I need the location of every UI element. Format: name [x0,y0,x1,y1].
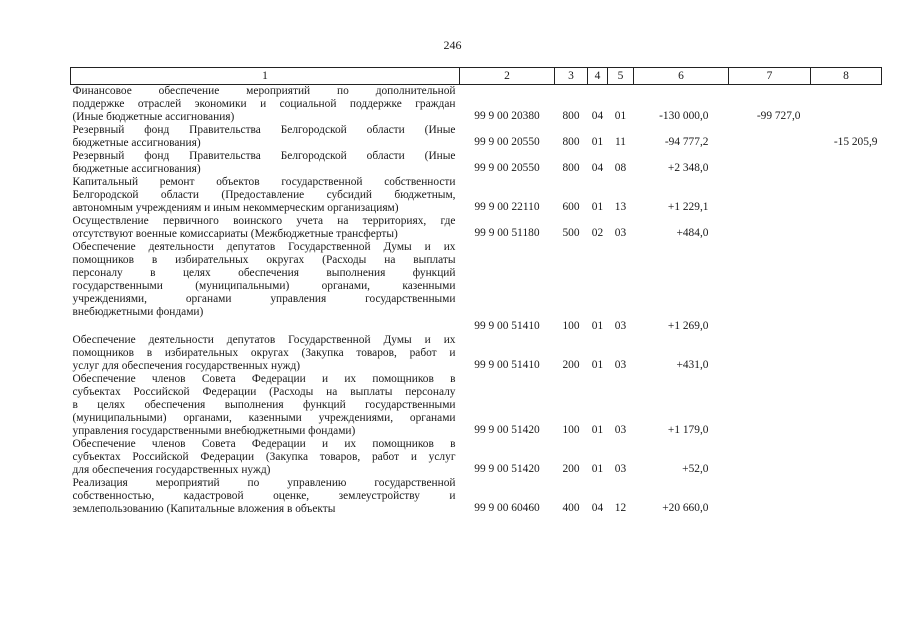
row-budget-code: 99 9 00 51180 [474,227,540,239]
header-row [71,68,882,85]
table-row [71,477,882,516]
row-description [71,176,460,215]
header-col-8: 8 [811,68,882,85]
description-line: для обеспечения государственных нужд) [72,464,271,476]
description-line: бюджетные ассигнования) [72,163,201,175]
header-col-2: 2 [460,68,555,85]
row-col-5: 03 [614,320,627,332]
row-budget-code: 99 9 00 20550 [474,136,540,148]
row-col-8-amount: -15 205,9 [833,136,878,148]
row-description [71,241,460,334]
row-col-8-amount [811,85,882,125]
description-line: Обеспечение членов Совета Федерации и их помощников в [72,438,456,450]
row-col-3: 200 [562,359,580,371]
row-description [71,85,460,125]
row-col-6-amount: +484,0 [676,227,709,239]
table-row [71,334,882,373]
row-col-7-amount [729,373,811,438]
row-col-7-amount [729,124,811,150]
row-col-3: 800 [562,162,580,174]
row-col-8-amount [811,241,882,334]
row-budget-code: 99 9 00 20550 [474,162,540,174]
row-col-5: 13 [614,201,627,213]
row-budget-code: 99 9 00 22110 [474,201,540,213]
row-description [71,438,460,477]
row-col-7-amount [729,477,811,516]
row-col-5: 11 [615,136,626,148]
row-col-8-amount [811,215,882,241]
description-line: собственностью, кадастровой оценке, землеустройству и [72,490,456,502]
row-col-8-amount [811,176,882,215]
row-col-6-amount: +20 660,0 [662,502,709,514]
table-row [71,176,882,215]
row-col-5: 03 [614,424,627,436]
row-col-3: 800 [562,110,580,122]
row-col-3: 100 [562,320,580,332]
row-col-6-amount: +1 269,0 [667,320,709,332]
row-col-7-amount [729,334,811,373]
row-col-7-amount [729,241,811,334]
row-col-7-amount [729,176,811,215]
row-col-4: 01 [591,359,604,371]
row-col-6-amount: +2 348,0 [667,162,709,174]
row-col-4: 02 [591,227,604,239]
description-line: поддержке отраслей экономики и социальной поддержке граждан [72,98,456,110]
table-body [71,85,882,517]
header-col-4: 4 [588,68,608,85]
header-col-1: 1 [71,68,460,85]
table-row [71,373,882,438]
row-budget-code: 99 9 00 51420 [474,463,540,475]
description-line: субъектах Российской Федерации (Расходы на выплаты персоналу [72,386,456,398]
description-line: персоналу в целях обеспечения выполнения функций [72,267,456,279]
row-col-3: 500 [562,227,580,239]
row-description [71,215,460,241]
row-col-4: 01 [591,424,604,436]
row-col-3: 600 [562,201,580,213]
row-col-4: 04 [591,502,604,514]
row-col-3: 400 [562,502,580,514]
row-col-4: 01 [591,463,604,475]
table-row [71,438,882,477]
table-row [71,85,882,125]
row-description [71,124,460,150]
table-row [71,241,882,334]
row-budget-code: 99 9 00 51420 [474,424,540,436]
row-col-3: 100 [562,424,580,436]
row-description [71,373,460,438]
row-col-8-amount [811,438,882,477]
description-line: Реализация мероприятий по управлению государственной [72,477,456,489]
table-row [71,150,882,176]
description-line: Обеспечение членов Совета Федерации и их помощников в [72,373,456,385]
page-number: 246 [443,38,462,52]
description-line: в целях обеспечения выполнения функций государственными [72,399,456,411]
row-col-5: 03 [614,227,627,239]
description-line: учреждениями, органами управления государственными [72,293,456,305]
row-col-5: 12 [614,502,627,514]
table-row [71,124,882,150]
row-col-3: 200 [562,463,580,475]
description-line: (муниципальными) органами, казенными учреждениями, органами [72,412,456,424]
description-line: бюджетные ассигнования) [72,137,201,149]
description-line: помощников в избирательных округах (Закупка товаров, работ и [72,347,456,359]
description-line: отсутствуют военные комиссариаты (Межбюджетные трансферты) [72,228,398,240]
description-line: Капитальный ремонт объектов государственной собственности [72,176,456,188]
row-col-5: 03 [614,463,627,475]
header-col-7: 7 [729,68,811,85]
row-description [71,334,460,373]
row-col-4: 01 [591,320,604,332]
row-budget-code: 99 9 00 60460 [474,502,540,514]
row-col-8-amount [811,373,882,438]
description-line: Резервный фонд Правительства Белгородской области (Иные [72,150,456,162]
description-line: Обеспечение деятельности депутатов Государственной Думы и их [72,241,456,253]
description-line: субъектах Российской Федерации (Закупка товаров, работ и услуг [72,451,456,463]
row-col-8-amount [811,477,882,516]
description-line: Белгородской области (Предоставление субсидий бюджетным, [72,189,456,201]
description-line: внебюджетными фондами) [72,306,204,318]
header-col-3: 3 [555,68,588,85]
header-col-6: 6 [634,68,729,85]
row-col-8-amount [811,334,882,373]
row-col-5: 08 [614,162,627,174]
row-budget-code: 99 9 00 51410 [474,359,540,371]
description-line: помощников в избирательных округах (Расходы на выплаты [72,254,456,266]
description-line: Финансовое обеспечение мероприятий по дополнительной [72,85,456,97]
row-budget-code: 99 9 00 20380 [474,110,540,122]
row-col-4: 04 [591,162,604,174]
description-line: государственными (муниципальными) органами, казенными [72,280,456,292]
row-col-3: 800 [562,136,580,148]
row-col-6-amount: +1 229,1 [667,201,709,213]
row-col-4: 04 [591,110,604,122]
description-line: (Иные бюджетные ассигнования) [72,111,235,123]
description-line: Осуществление первичного воинского учета на территориях, где [72,215,456,227]
row-col-7-amount [729,438,811,477]
description-line: Резервный фонд Правительства Белгородской области (Иные [72,124,456,136]
row-col-6-amount: -94 777,2 [664,136,709,148]
row-budget-code: 99 9 00 51410 [474,320,540,332]
description-line: услуг для обеспечения государственных нужд) [72,360,301,372]
row-col-7-amount [729,150,811,176]
row-col-6-amount: +1 179,0 [667,424,709,436]
row-col-5: 03 [614,359,627,371]
row-col-6-amount: +52,0 [682,463,709,475]
description-line: автономным учреждениям и иным некоммерческим организациям) [72,202,399,214]
row-col-4: 01 [591,136,604,148]
budget-table [70,67,882,516]
row-col-8-amount [811,150,882,176]
description-line: Обеспечение деятельности депутатов Государственной Думы и их [72,334,456,346]
row-col-7-amount: -99 727,0 [756,110,801,122]
row-col-6-amount: -130 000,0 [659,110,709,122]
description-line: управления государственными внебюджетными фондами) [72,425,356,437]
description-line: землепользованию (Капитальные вложения в объекты [72,503,336,515]
row-col-4: 01 [591,201,604,213]
row-col-5: 01 [614,110,627,122]
row-col-6-amount: +431,0 [676,359,709,371]
row-description [71,150,460,176]
header-col-5: 5 [608,68,634,85]
table-row [71,215,882,241]
row-col-7-amount [729,215,811,241]
row-description [71,477,460,516]
